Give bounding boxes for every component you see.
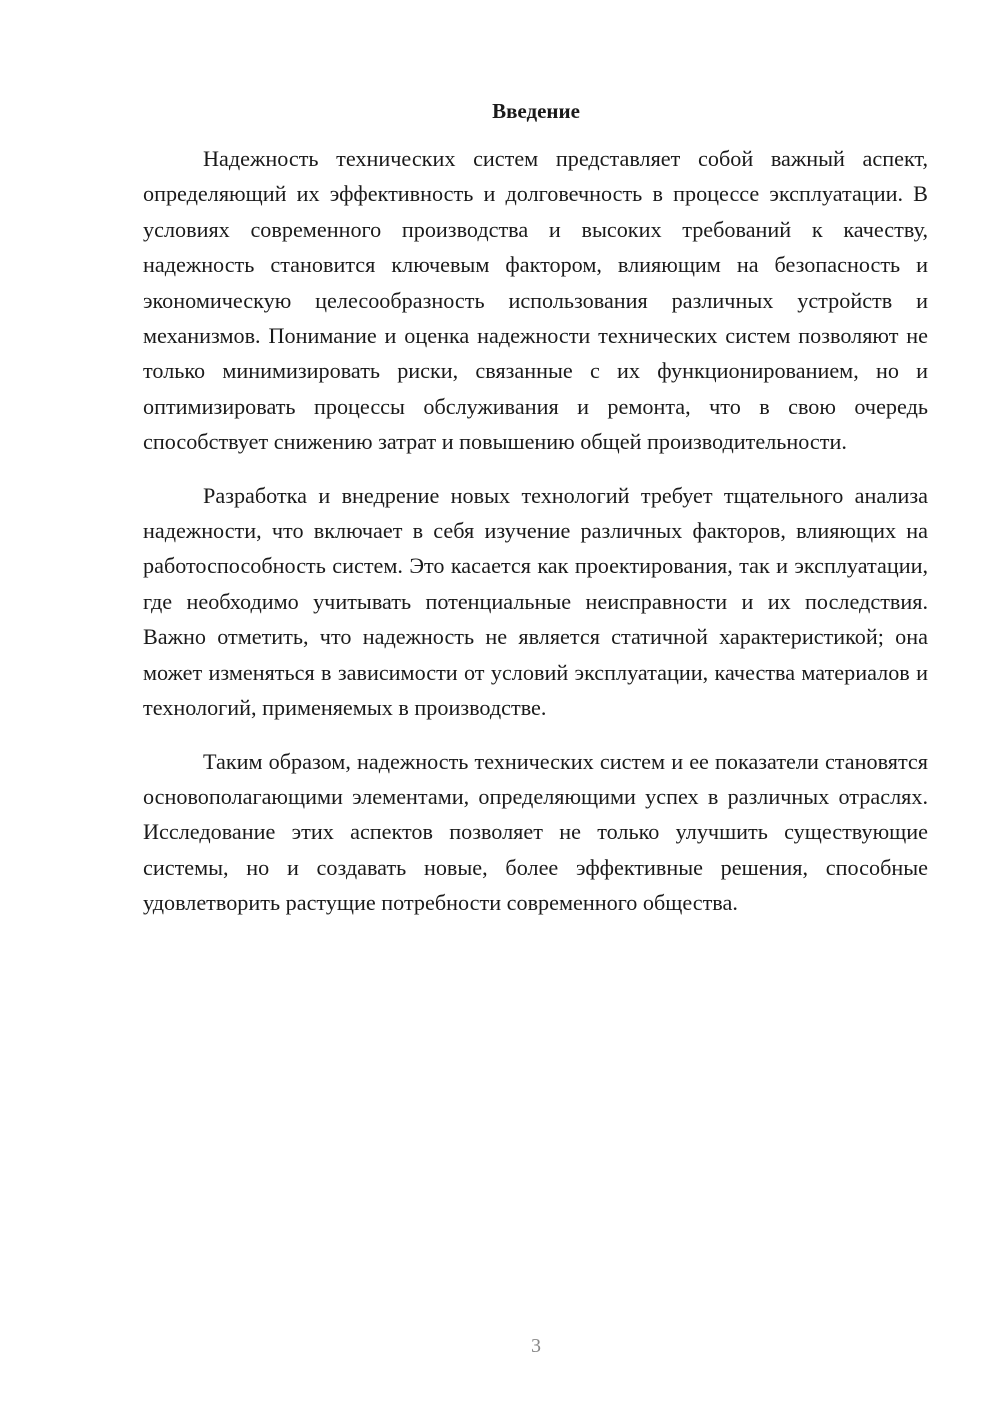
paragraph-3: Таким образом, надежность технических систем и ее показатели становятся основополагающими элементами, определяющими успех в различных отраслях. Исследование этих аспектов позволяет не только улучшить существующие системы, но и создавать новые, более эффективные решения, способные удовлетворить растущие потребности современного общества. bbox=[143, 748, 928, 916]
paragraph-1: Надежность технических систем представляет собой важный аспект, определяющий их эффективность и долговечность в процессе эксплуатации. В условиях современного производства и высоких требований к качеству, надежность становится ключевым фактором, влияющим на безопасность и экономическую целесообразность использования различных устройств и механизмов. Понимание и оценка надежности технических систем позволяют не только минимизировать риски, связанные с их функционированием, но и оптимизировать процессы обслуживания и ремонта, что в свою очередь способствует снижению затрат и повышению общей производительности. bbox=[143, 146, 928, 455]
section-heading: Введение bbox=[492, 99, 580, 123]
page-number: 3 bbox=[531, 1335, 541, 1357]
body-text bbox=[143, 141, 928, 921]
paragraph-2: Разработка и внедрение новых технологий требует тщательного анализа надежности, что включает в себя изучение различных факторов, влияющих на работоспособность систем. Это касается как проектирования, так и эксплуатации, где необходимо учитывать потенциальные неисправности и их последствия. Важно отметить, что надежность не является статичной характеристикой; она может изменяться в зависимости от условий эксплуатации, качества материалов и технологий, применяемых в производстве. bbox=[143, 482, 928, 721]
